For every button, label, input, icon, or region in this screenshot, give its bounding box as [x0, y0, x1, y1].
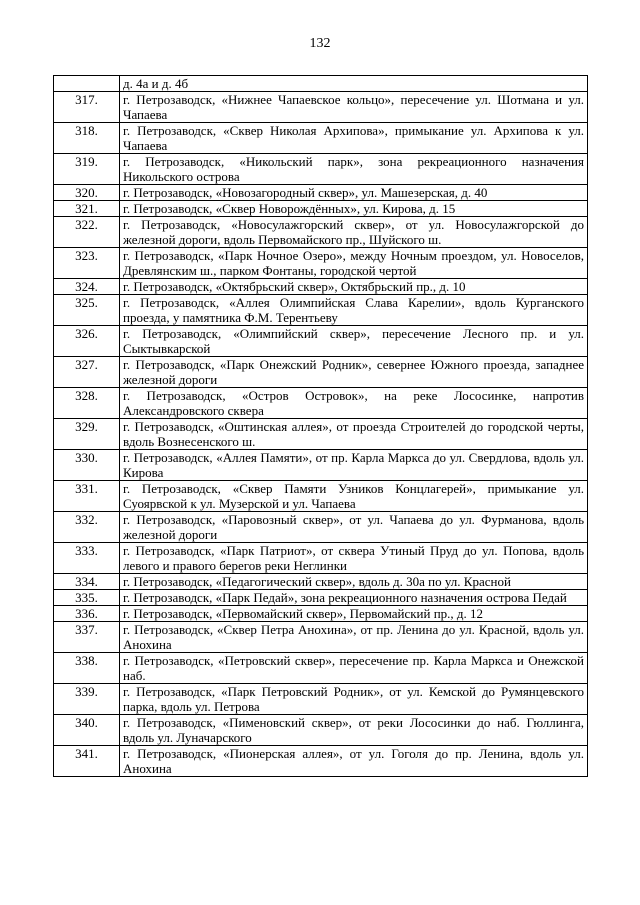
table-row [54, 357, 588, 388]
row-number: 338. [54, 653, 120, 684]
row-number: 318. [54, 123, 120, 154]
row-description: г. Петрозаводск, «Парк Ночное Озеро», между Ночным проездом, ул. Новоселов, Древлянским ш., парком Фонтаны, городской чертой [120, 248, 588, 279]
table-row [54, 622, 588, 653]
row-number: 319. [54, 154, 120, 185]
row-description: г. Петрозаводск, «Новозагородный сквер», ул. Машезерская, д. 40 [120, 185, 588, 201]
row-description: г. Петрозаводск, «Октябрьский сквер», Октябрьский пр., д. 10 [120, 279, 588, 295]
row-description: г. Петрозаводск, «Пионерская аллея», от ул. Гоголя до пр. Ленина, вдоль ул. Анохина [120, 746, 588, 777]
table-row [54, 606, 588, 622]
row-number: 322. [54, 217, 120, 248]
table-row [54, 419, 588, 450]
row-number: 333. [54, 543, 120, 574]
row-description: г. Петрозаводск, «Аллея Памяти», от пр. Карла Маркса до ул. Свердлова, вдоль ул. Кирова [120, 450, 588, 481]
table-row [54, 295, 588, 326]
row-description: г. Петрозаводск, «Нижнее Чапаевское кольцо», пересечение ул. Шотмана и ул. Чапаева [120, 92, 588, 123]
table-row [54, 201, 588, 217]
row-description: г. Петрозаводск, «Парк Онежский Родник», севернее Южного проезда, западнее железной дороги [120, 357, 588, 388]
row-number: 337. [54, 622, 120, 653]
row-description: г. Петрозаводск, «Первомайский сквер», Первомайский пр., д. 12 [120, 606, 588, 622]
row-description: г. Петрозаводск, «Сквер Петра Анохина», от пр. Ленина до ул. Красной, вдоль ул. Анохина [120, 622, 588, 653]
row-number: 336. [54, 606, 120, 622]
row-number: 328. [54, 388, 120, 419]
places-table [53, 75, 588, 777]
table-row [54, 574, 588, 590]
row-description: г. Петрозаводск, «Парк Петровский Родник», от ул. Кемской до Румянцевского парка, вдоль ул. Петрова [120, 684, 588, 715]
row-number: 321. [54, 201, 120, 217]
table-row [54, 653, 588, 684]
places-table-body [54, 76, 588, 777]
row-description: г. Петрозаводск, «Сквер Новорождённых», ул. Кирова, д. 15 [120, 201, 588, 217]
row-number [54, 76, 120, 92]
row-number: 329. [54, 419, 120, 450]
table-row [54, 248, 588, 279]
row-description: г. Петрозаводск, «Остров Островок», на реке Лососинке, напротив Александровского сквера [120, 388, 588, 419]
row-number: 324. [54, 279, 120, 295]
table-row [54, 684, 588, 715]
row-number: 323. [54, 248, 120, 279]
table-row [54, 123, 588, 154]
row-number: 320. [54, 185, 120, 201]
table-row [54, 76, 588, 92]
table-row [54, 279, 588, 295]
row-description: г. Петрозаводск, «Сквер Николая Архипова», примыкание ул. Архипова к ул. Чапаева [120, 123, 588, 154]
row-description: г. Петрозаводск, «Аллея Олимпийская Слава Карелии», вдоль Курганского проезда, у памятника Ф.М. Терентьеву [120, 295, 588, 326]
table-row [54, 185, 588, 201]
table-row [54, 512, 588, 543]
row-description: г. Петрозаводск, «Паровозный сквер», от ул. Чапаева до ул. Фурманова, вдоль железной дороги [120, 512, 588, 543]
row-description: г. Петрозаводск, «Никольский парк», зона рекреационного назначения Никольского острова [120, 154, 588, 185]
row-description: г. Петрозаводск, «Новосулажгорский сквер», от ул. Новосулажгорской до железной дороги, вдоль Первомайского пр., Шуйского ш. [120, 217, 588, 248]
row-description: г. Петрозаводск, «Педагогический сквер», вдоль д. 30а по ул. Красной [120, 574, 588, 590]
table-row [54, 326, 588, 357]
table-row [54, 388, 588, 419]
row-number: 331. [54, 481, 120, 512]
row-number: 327. [54, 357, 120, 388]
row-number: 325. [54, 295, 120, 326]
row-number: 341. [54, 746, 120, 777]
row-number: 340. [54, 715, 120, 746]
row-number: 334. [54, 574, 120, 590]
table-row [54, 590, 588, 606]
row-description: г. Петрозаводск, «Олимпийский сквер», пересечение Лесного пр. и ул. Сыктывкарской [120, 326, 588, 357]
row-description: г. Петрозаводск, «Пименовский сквер», от реки Лососинки до наб. Гюллинга, вдоль ул. Луначарского [120, 715, 588, 746]
row-number: 335. [54, 590, 120, 606]
row-description: г. Петрозаводск, «Парк Педай», зона рекреационного назначения острова Педай [120, 590, 588, 606]
row-description: г. Петрозаводск, «Сквер Памяти Узников Концлагерей», примыкание ул. Суоярвской к ул. Музерской и ул. Чапаева [120, 481, 588, 512]
row-description: г. Петрозаводск, «Петровский сквер», пересечение пр. Карла Маркса и Онежской наб. [120, 653, 588, 684]
page-number: 132 [309, 36, 331, 51]
table-row [54, 715, 588, 746]
row-description: г. Петрозаводск, «Оштинская аллея», от проезда Строителей до городской черты, вдоль Вознесенского ш. [120, 419, 588, 450]
row-number: 330. [54, 450, 120, 481]
row-number: 317. [54, 92, 120, 123]
row-number: 332. [54, 512, 120, 543]
table-row [54, 92, 588, 123]
row-number: 339. [54, 684, 120, 715]
row-number: 326. [54, 326, 120, 357]
table-row [54, 481, 588, 512]
table-row [54, 543, 588, 574]
row-description: д. 4а и д. 4б [120, 76, 588, 92]
table-row [54, 154, 588, 185]
table-row [54, 450, 588, 481]
row-description: г. Петрозаводск, «Парк Патриот», от сквера Утиный Пруд до ул. Попова, вдоль левого и правого берегов реки Неглинки [120, 543, 588, 574]
table-row [54, 746, 588, 777]
table-row [54, 217, 588, 248]
